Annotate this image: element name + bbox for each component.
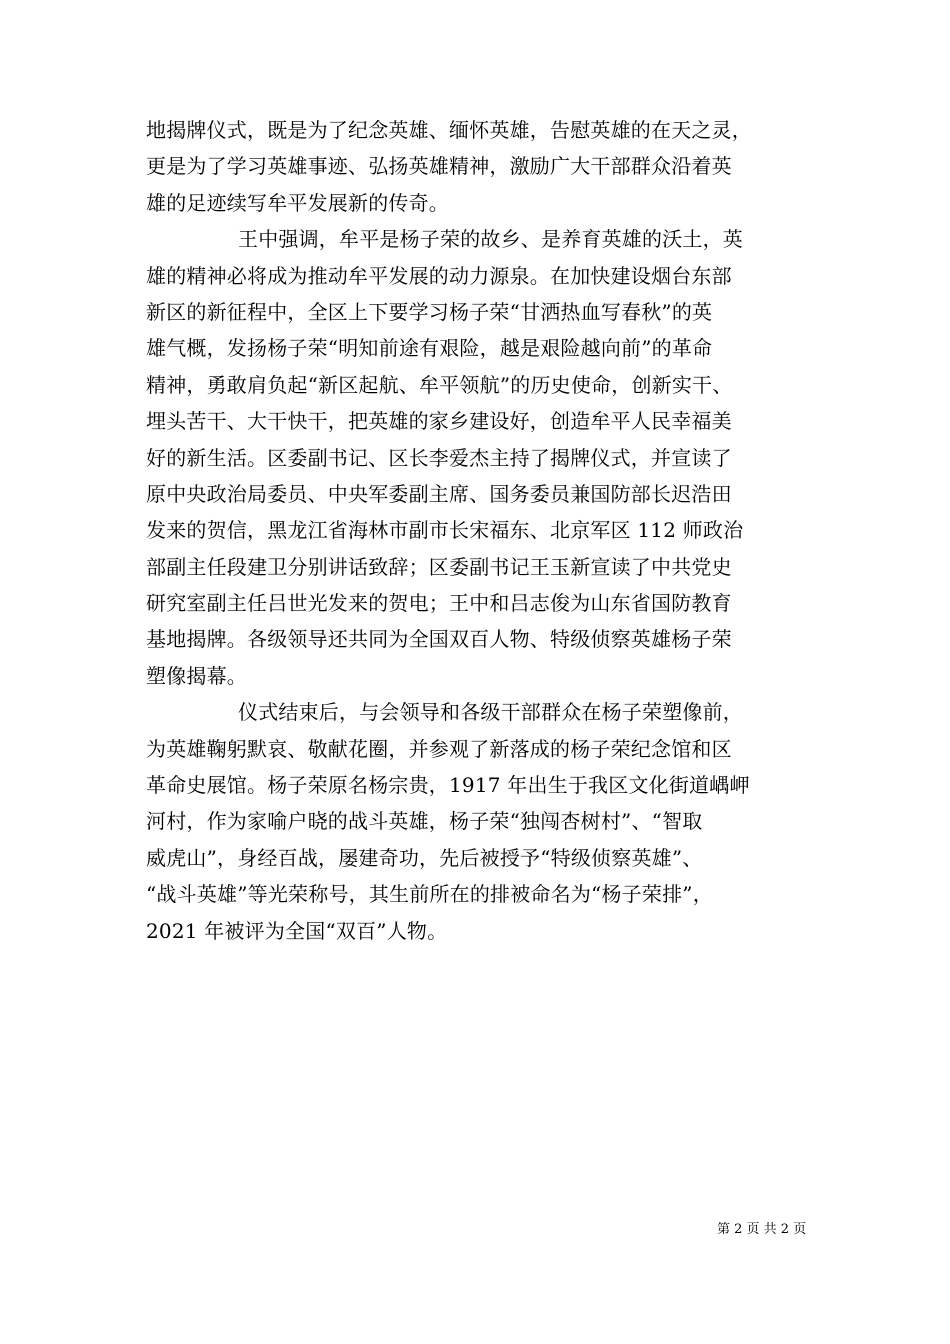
text-line: 王中强调，牟平是杨子荣的故乡、是养育英雄的沃土，英 (238, 227, 743, 252)
text-line: 发来的贺信，黑龙江省海林市副市长宋福东、北京军区 112 师政治 (146, 518, 744, 543)
text-line: 研究室副主任吕世光发来的贺电；王中和吕志俊为山东省国防教育 (146, 591, 732, 616)
text-line: 部副主任段建卫分别讲话致辞；区委副书记王玉新宣读了中共党史 (146, 554, 732, 579)
text-line: 雄气概，发扬杨子荣“明知前途有艰险，越是艰险越向前”的革命 (146, 336, 713, 361)
text-line: 河村，作为家喻户晓的战斗英雄，杨子荣“独闯杏树村”、“智取 (146, 809, 703, 834)
text-line: 埋头苦干、大干快干，把英雄的家乡建设好，创造牟平人民幸福美 (146, 409, 732, 434)
document-body (146, 112, 836, 949)
text-line: 革命史展馆。杨子荣原名杨宗贵，1917 年出生于我区文化街道嵎岬 (146, 773, 750, 798)
text-line: 原中央政治局委员、中央军委副主席、国务委员兼国防部长迟浩田 (146, 481, 732, 506)
text-line: “战斗英雄”等光荣称号，其生前所在的排被命名为“杨子荣排”， (146, 882, 713, 907)
text-line: 为英雄鞠躬默哀、敬献花圈，并参观了新落成的杨子荣纪念馆和区 (146, 736, 732, 761)
text-line: 2021 年被评为全国“双百”人物。 (146, 918, 448, 943)
text-line: 雄的精神必将成为推动牟平发展的动力源泉。在加快建设烟台东部 (146, 263, 732, 288)
text-line: 精神，勇敢肩负起“新区起航、牟平领航”的历史使命，创新实干、 (146, 372, 733, 397)
text-line: 威虎山”，身经百战，屡建奇功，先后被授予“特级侦察英雄”、 (146, 845, 703, 870)
paragraph-2 (146, 221, 836, 694)
text-line: 地揭牌仪式，既是为了纪念英雄、缅怀英雄，告慰英雄的在天之灵， (146, 118, 752, 142)
text-line: 雄的足迹续写牟平发展新的传奇。 (146, 190, 449, 215)
text-line: 仪式结束后，与会领导和各级干部群众在杨子荣塑像前， (238, 700, 743, 725)
text-line: 塑像揭幕。 (146, 663, 247, 688)
paragraph-3 (146, 694, 836, 949)
page-number: 第 2 页 共 2 页 (717, 1222, 807, 1237)
text-line: 基地揭牌。各级领导还共同为全国双百人物、特级侦察英雄杨子荣 (146, 627, 732, 652)
text-line: 好的新生活。区委副书记、区长李爱杰主持了揭牌仪式，并宣读了 (146, 445, 732, 470)
paragraph-1 (146, 112, 836, 221)
text-line: 新区的新征程中，全区上下要学习杨子荣“甘洒热血写春秋”的英 (146, 299, 713, 324)
text-line: 更是为了学习英雄事迹、弘扬英雄精神，激励广大干部群众沿着英 (146, 154, 732, 179)
